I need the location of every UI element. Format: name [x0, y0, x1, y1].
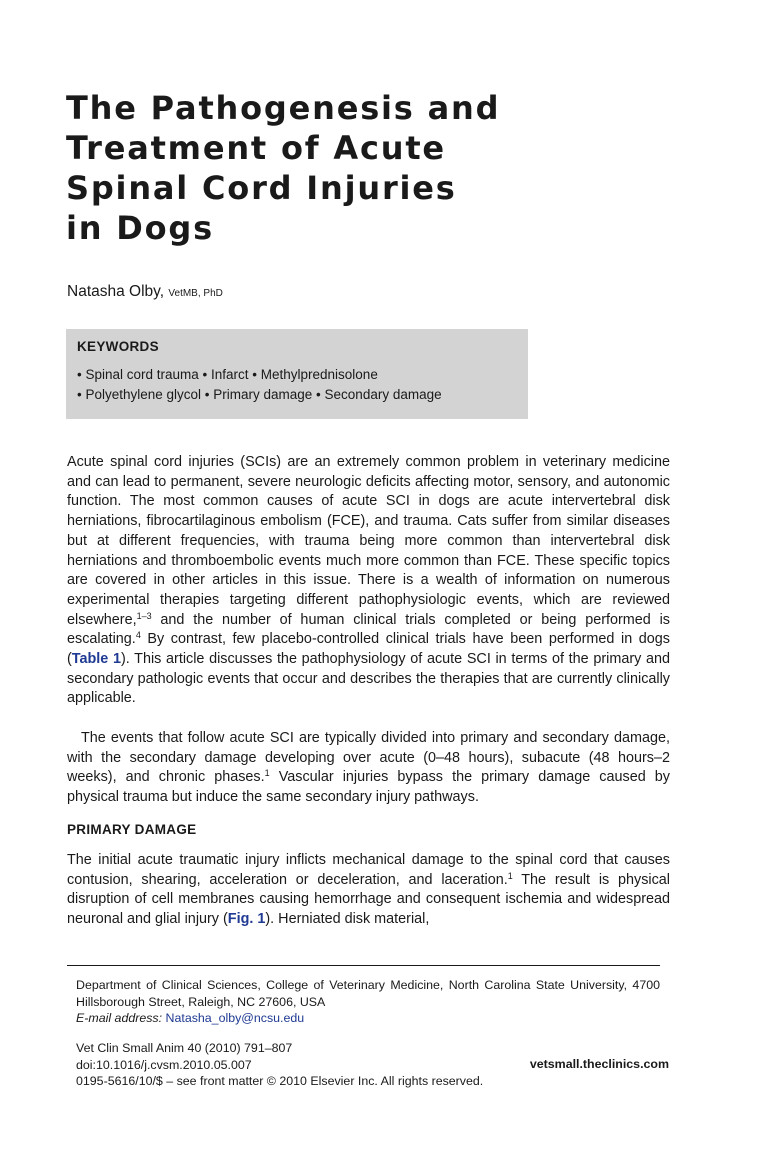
title-line-4: in Dogs [66, 209, 214, 247]
title-line-2: Treatment of Acute [66, 129, 446, 167]
section-heading-primary-damage: PRIMARY DAMAGE [67, 822, 197, 837]
p3-text-c: ). Herniated disk material, [265, 911, 430, 928]
copyright: 0195-5616/10/$ – see front matter © 2010 Elsevier Inc. All rights reserved. [76, 1074, 484, 1088]
p1-text-a: Acute spinal cord injuries (SCIs) are an extremely common problem in veterinary medicine and can lead to permanent, severe neurologic deficits affecting motor, sensory, and autonomic function. The most common causes of acute SCI in dogs are acute intervertebral disk herniations, fibrocartilaginous embolism (FCE), and trauma. Cats suffer from similar diseases but at different frequencies, with trauma being more common than intervertebral disk herniations and thromboembolic events much more common than FCE. These specific topics are covered in other articles in this issue. There is a wealth of information on numerous experimental therapies targeting different pathophysiologic events, which are reviewed elsewhere, [67, 454, 670, 628]
p1-text-c: By contrast, few placebo-controlled clinical trials have been performed in dogs ( [67, 631, 670, 668]
p2-text-b: Vascular injuries bypass the primary damage caused by physical trauma but induce the same secondary injury pathways. [67, 769, 670, 806]
body-paragraph-1 [67, 453, 670, 709]
p3-text-a: The initial acute traumatic injury inflicts mechanical damage to the spinal cord that causes contusion, shearing, acceleration or deceleration, and laceration. [67, 852, 670, 888]
author-affiliation: Department of Clinical Sciences, College of Veterinary Medicine, North Carolina State University, 4700 Hillsborough Street, Raleigh, NC 27606, USA [76, 978, 660, 1009]
figure-1-link[interactable]: Fig. 1 [227, 911, 266, 928]
email-label: E-mail address: [76, 1011, 163, 1025]
p1-text-d: ). This article discusses the pathophysiology of acute SCI in terms of the primary and secondary pathologic events that occur and describes the therapies that are currently clinically applicable. [67, 651, 670, 707]
journal-info [76, 1040, 483, 1090]
citation-ref[interactable]: 4 [135, 630, 141, 641]
title-line-1: The Pathogenesis and [66, 89, 501, 127]
journal-citation: Vet Clin Small Anim 40 (2010) 791–807 [76, 1041, 293, 1055]
citation-ref[interactable]: 1 [264, 768, 270, 779]
journal-website-link[interactable]: vetsmall.theclinics.com [529, 1057, 669, 1071]
email-link[interactable]: Natasha_olby@ncsu.edu [165, 1011, 305, 1025]
email-line [76, 1011, 304, 1025]
p3-text-b: The result is physical disruption of cell membranes causing hemorrhage and consequent ischemia and widespread neuronal and glial injury ( [67, 871, 670, 928]
keywords-line-2: • Polyethylene glycol • Primary damage • Secondary damage [77, 386, 442, 402]
doi[interactable]: doi:10.1016/j.cvsm.2010.05.007 [76, 1057, 252, 1072]
footer-divider [67, 965, 660, 966]
keywords-line-1: • Spinal cord trauma • Infarct • Methylprednisolone [77, 367, 378, 382]
table-1-link[interactable]: Table 1 [71, 651, 121, 668]
author-credentials: VetMB, PhD [168, 288, 223, 299]
body-paragraph-2 [67, 729, 670, 808]
p1-text-b: and the number of human clinical trials completed or being performed is escalating. [67, 611, 670, 648]
keywords-heading: KEYWORDS [77, 339, 159, 354]
body-paragraph-3 [67, 851, 670, 930]
keywords-box [66, 329, 528, 419]
author-name: Natasha Olby, [67, 283, 165, 300]
title-line-3: Spinal Cord Injuries [66, 169, 457, 207]
citation-ref[interactable]: 1–3 [136, 610, 152, 621]
citation-ref[interactable]: 1 [507, 870, 513, 881]
p2-text-a: The events that follow acute SCI are typically divided into primary and secondary damage, with the secondary damage developing over acute (0–48 hours), subacute (48 hours–2 weeks), and chronic phases. [67, 730, 670, 786]
article-title [66, 88, 626, 248]
author-byline [67, 283, 223, 301]
